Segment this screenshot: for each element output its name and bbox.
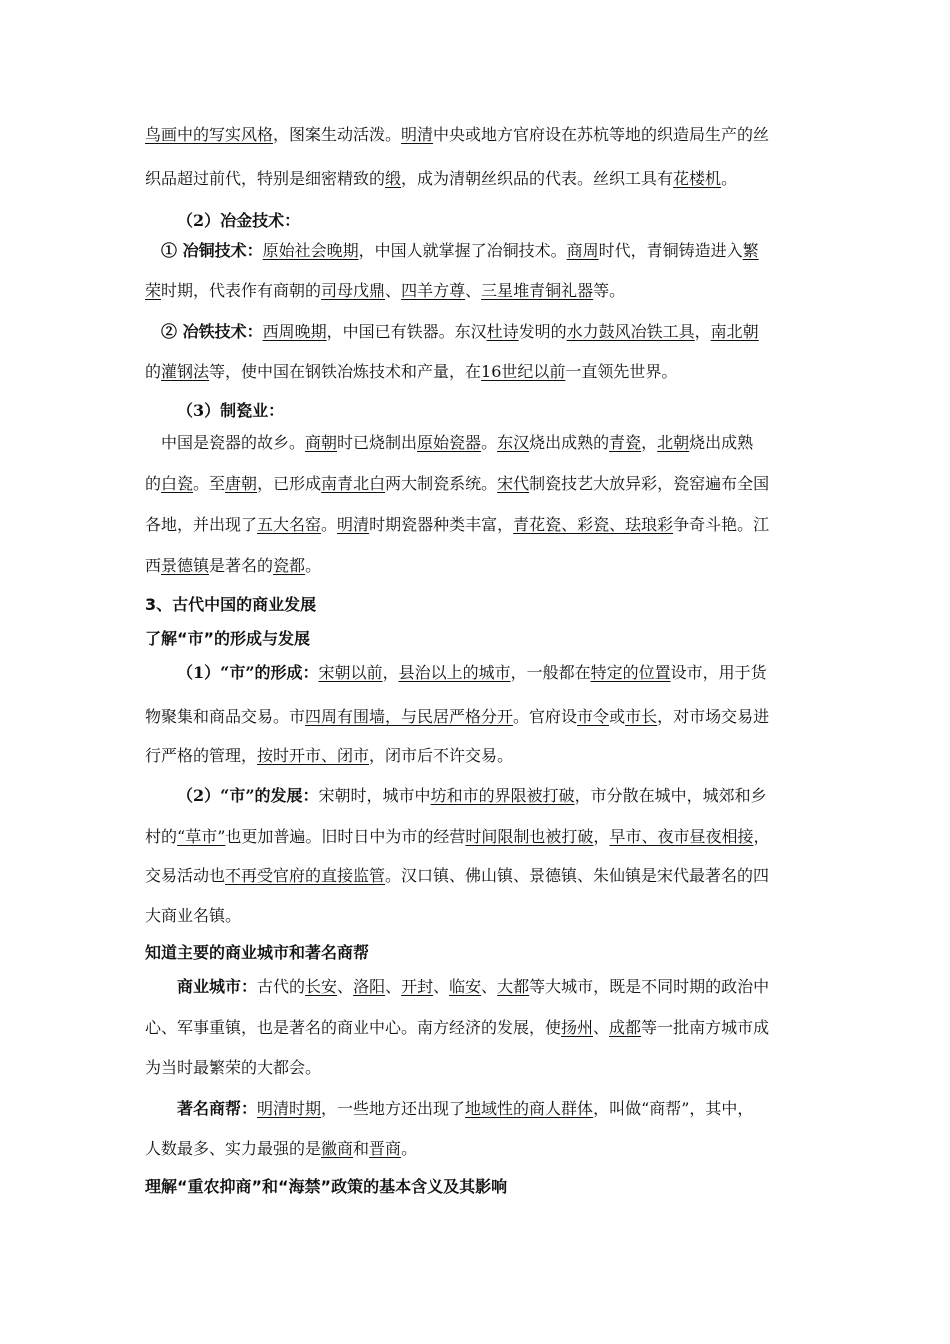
text-segment: 心、军事重镇，也是著名的商业中心。南方经济的发展，使 — [145, 1018, 562, 1037]
text-line — [145, 1138, 417, 1160]
text-line — [145, 1017, 769, 1039]
underlined-keyword: 四羊方尊 — [401, 281, 466, 300]
underlined-keyword: 按时开市、闭市 — [257, 746, 370, 765]
underlined-keyword: 扬州 — [561, 1018, 594, 1037]
underlined-keyword: 景德镇 — [161, 556, 210, 575]
text-segment: ，一些地方还出现了 — [321, 1099, 466, 1118]
underlined-keyword: 大都 — [497, 977, 530, 996]
underlined-keyword: 杜诗 — [486, 322, 519, 341]
text-line — [145, 745, 513, 767]
underlined-keyword: 西周晚期 — [262, 322, 327, 341]
underlined-keyword: 三星堆青铜礼器 — [481, 281, 594, 300]
text-segment: 人数最多、实力最强的是 — [145, 1139, 322, 1158]
underlined-keyword: 缎 — [385, 169, 402, 188]
text-line — [145, 942, 369, 964]
underlined-keyword: 繁 — [742, 241, 759, 260]
text-line — [161, 240, 759, 262]
underlined-keyword: 时间限制也被打破 — [465, 827, 594, 846]
text-segment: ，市分散在城中，城郊和乡 — [574, 786, 767, 805]
text-segment: 两大制瓷系统。 — [385, 474, 498, 493]
text-segment: 的 — [145, 362, 162, 381]
text-segment: ，叫做“商帮”，其中， — [593, 1099, 754, 1118]
text-segment: 制瓷技艺大放异彩，瓷窑遍布全国 — [529, 474, 770, 493]
text-segment: 中国是瓷器的故乡。 — [161, 433, 306, 452]
underlined-keyword: 商朝 — [305, 433, 338, 452]
text-segment: 等大城市，既是不同时期的政治中 — [529, 977, 770, 996]
text-segment: ， — [382, 663, 399, 682]
text-line — [145, 706, 769, 728]
text-segment: 织品超过前代，特别是细密精致的 — [145, 169, 386, 188]
text-segment: ，图案生动活泼。 — [273, 125, 402, 144]
underlined-keyword: 不再受官府的直接监管 — [225, 866, 386, 885]
text-segment: 。 — [721, 169, 738, 188]
text-segment: ，对市场交易进 — [657, 707, 770, 726]
text-line — [145, 555, 321, 577]
underlined-keyword: 司母戊鼎 — [321, 281, 386, 300]
section-heading: 了解“市”的形成与发展 — [145, 629, 311, 648]
underlined-keyword: 鸟画中的写实风格 — [145, 125, 274, 144]
text-line — [145, 1176, 507, 1198]
bold-label: ① 冶铜技术： — [161, 241, 263, 260]
underlined-keyword: 明清 — [337, 515, 370, 534]
text-segment: 、 — [385, 281, 402, 300]
text-line — [161, 321, 759, 343]
underlined-keyword: 南北朝 — [710, 322, 759, 341]
underlined-keyword: 明清 — [401, 125, 434, 144]
text-segment: ， — [694, 322, 711, 341]
text-segment: 各地，并出现了 — [145, 515, 258, 534]
text-segment: ，闭市后不许交易。 — [369, 746, 514, 765]
underlined-keyword: 明清时期 — [257, 1099, 322, 1118]
text-segment: 的 — [145, 474, 162, 493]
underlined-keyword: 市长 — [625, 707, 658, 726]
text-segment: 、 — [385, 977, 402, 996]
underlined-keyword: 晋商 — [369, 1139, 402, 1158]
underlined-keyword: 灌钢法 — [161, 362, 210, 381]
bold-label: （1）“市”的形成： — [177, 663, 319, 682]
text-segment: 。官府设 — [513, 707, 578, 726]
text-segment: 和 — [353, 1139, 370, 1158]
text-segment: 宋朝时，城市中 — [318, 786, 431, 805]
underlined-keyword: 五大名窑 — [257, 515, 322, 534]
text-segment: 。至 — [193, 474, 226, 493]
text-line — [145, 594, 316, 616]
text-segment: 。 — [481, 433, 498, 452]
text-line — [145, 628, 310, 650]
underlined-keyword: 洛阳 — [353, 977, 386, 996]
text-segment: ，中国已有铁器。东汉 — [326, 322, 487, 341]
text-segment: 为当时最繁荣的大都会。 — [145, 1058, 322, 1077]
text-line — [177, 976, 769, 998]
text-segment: 。 — [305, 556, 322, 575]
text-line — [161, 432, 753, 454]
text-line — [177, 662, 767, 684]
underlined-keyword: 宋朝以前 — [318, 663, 383, 682]
text-segment: 一直领先世界。 — [565, 362, 678, 381]
text-segment: 、 — [481, 977, 498, 996]
underlined-keyword: 水力鼓风冶铁工具 — [566, 322, 695, 341]
section-heading: 知道主要的商业城市和著名商帮 — [145, 943, 370, 962]
text-line — [145, 1057, 321, 1079]
text-segment: 争奇斗艳。江 — [673, 515, 770, 534]
text-segment: 中央或地方官府设在苏杭等地的织造局生产的丝 — [433, 125, 770, 144]
text-segment: 、 — [433, 977, 450, 996]
underlined-keyword: “草市” — [177, 827, 226, 846]
text-segment: 村的 — [145, 827, 178, 846]
text-segment: 、 — [465, 281, 482, 300]
text-segment: 行严格的管理， — [145, 746, 258, 765]
underlined-keyword: 商周 — [566, 241, 599, 260]
text-line — [177, 400, 284, 422]
text-line — [145, 168, 737, 190]
text-segment: 设市，用于货 — [670, 663, 767, 682]
section-heading: 理解“重农抑商”和“海禁”政策的基本含义及其影响 — [145, 1177, 508, 1196]
bold-label: （3）制瓷业： — [177, 401, 285, 420]
text-segment: 也更加普遍。旧时日中为市的经营 — [225, 827, 466, 846]
text-segment: 古代的 — [257, 977, 306, 996]
underlined-keyword: 四周有围墙，与民居严格分开 — [305, 707, 514, 726]
text-line — [145, 865, 769, 887]
text-segment: ，中国人就掌握了冶铜技术。 — [358, 241, 567, 260]
underlined-keyword: 地域性的商人群体 — [465, 1099, 594, 1118]
underlined-keyword: 唐朝 — [225, 474, 258, 493]
underlined-keyword: 宋代 — [497, 474, 530, 493]
text-line — [145, 905, 241, 927]
underlined-keyword: 徽商 — [321, 1139, 354, 1158]
bold-label: （2）“市”的发展： — [177, 786, 319, 805]
text-line — [145, 361, 677, 383]
underlined-keyword: 原始社会晚期 — [262, 241, 359, 260]
text-segment: ， — [593, 827, 610, 846]
text-segment: 烧出成熟 — [689, 433, 754, 452]
text-line — [145, 473, 769, 495]
text-segment: ，一般都在 — [510, 663, 591, 682]
underlined-keyword: 瓷都 — [273, 556, 306, 575]
text-segment: 时已烧制出 — [337, 433, 418, 452]
underlined-keyword: 成都 — [609, 1018, 642, 1037]
text-segment: 是著名的 — [209, 556, 274, 575]
text-segment: 。汉口镇、佛山镇、景德镇、朱仙镇是宋代最著名的四 — [385, 866, 770, 885]
underlined-keyword: 原始瓷器 — [417, 433, 482, 452]
underlined-keyword: 开封 — [401, 977, 434, 996]
bold-label: 商业城市： — [177, 977, 258, 996]
text-line — [145, 124, 769, 146]
text-segment: ， — [753, 827, 770, 846]
text-segment: 等，使中国在钢铁冶炼技术和产量，在 — [209, 362, 482, 381]
bold-label: （2）冶金技术： — [177, 211, 301, 230]
text-line — [177, 210, 300, 232]
underlined-keyword: 坊和市的界限被打破 — [430, 786, 575, 805]
text-segment: 等一批南方城市成 — [641, 1018, 770, 1037]
text-segment: 。 — [321, 515, 338, 534]
text-segment: 、 — [337, 977, 354, 996]
underlined-keyword: 白瓷 — [161, 474, 194, 493]
text-segment: 交易活动也 — [145, 866, 226, 885]
underlined-keyword: 16世纪以前 — [481, 362, 566, 381]
text-segment: 、 — [593, 1018, 610, 1037]
text-line — [145, 280, 625, 302]
underlined-keyword: 青花瓷、彩瓷、珐琅彩 — [513, 515, 674, 534]
text-segment: 时期瓷器种类丰富， — [369, 515, 514, 534]
text-line — [145, 514, 769, 536]
text-segment: 。 — [401, 1139, 418, 1158]
underlined-keyword: 临安 — [449, 977, 482, 996]
text-segment: 时期，代表作有商朝的 — [161, 281, 322, 300]
text-segment: ， — [641, 433, 658, 452]
underlined-keyword: 南青北白 — [321, 474, 386, 493]
text-segment: 烧出成熟的 — [529, 433, 610, 452]
underlined-keyword: 市令 — [577, 707, 610, 726]
underlined-keyword: 长安 — [305, 977, 338, 996]
underlined-keyword: 花楼机 — [673, 169, 722, 188]
text-line — [177, 1098, 753, 1120]
text-segment: 时代，青铜铸造进入 — [598, 241, 743, 260]
text-segment: ，已形成 — [257, 474, 322, 493]
section-heading: 3、古代中国的商业发展 — [145, 595, 317, 614]
underlined-keyword: 荣 — [145, 281, 162, 300]
text-segment: 物聚集和商品交易。市 — [145, 707, 306, 726]
bold-label: 著名商帮： — [177, 1099, 258, 1118]
text-segment: 大商业名镇。 — [145, 906, 242, 925]
text-segment: 西 — [145, 556, 162, 575]
text-segment: 发明的 — [518, 322, 567, 341]
text-segment: 或 — [609, 707, 626, 726]
bold-label: ② 冶铁技术： — [161, 322, 263, 341]
underlined-keyword: 县治以上的城市 — [398, 663, 511, 682]
underlined-keyword: 北朝 — [657, 433, 690, 452]
text-line — [177, 785, 767, 807]
underlined-keyword: 特定的位置 — [590, 663, 671, 682]
underlined-keyword: 东汉 — [497, 433, 530, 452]
underlined-keyword: 早市、夜市昼夜相接 — [609, 827, 754, 846]
text-line — [145, 826, 769, 848]
text-segment: ，成为清朝丝织品的代表。丝织工具有 — [401, 169, 674, 188]
underlined-keyword: 青瓷 — [609, 433, 642, 452]
text-segment: 等。 — [593, 281, 626, 300]
